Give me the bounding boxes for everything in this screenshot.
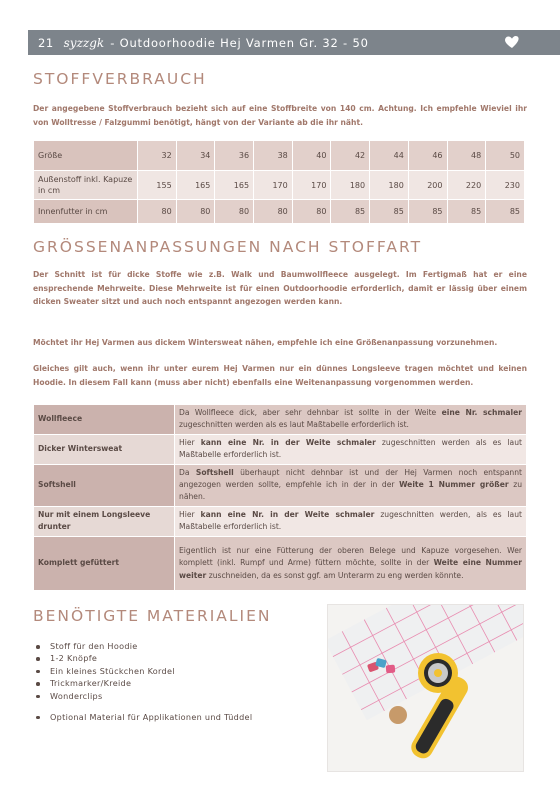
value-cell: 80 xyxy=(292,200,331,224)
value-cell: 80 xyxy=(176,200,215,224)
fabric-name: Komplett gefüttert xyxy=(34,536,175,590)
list-item: Trickmarker/Kreide xyxy=(36,677,252,689)
table-row xyxy=(34,141,525,171)
value-cell: 155 xyxy=(138,171,177,200)
list-item: Wonderclips xyxy=(36,690,252,702)
value-cell: 85 xyxy=(331,200,370,224)
value-cell: 200 xyxy=(408,171,447,200)
fabric-consumption-table xyxy=(33,140,525,224)
fabric-name: Nur mit einem Longsleeve drunter xyxy=(34,506,175,536)
anpassung-paragraph-3: Gleiches gilt auch, wenn ihr unter eurem Hej Varmen nur ein dünnes Longsleeve tragen möchtet und keinen Hoodie. In diesem Fall kann (muss aber nicht) ebenfalls eine Weitenanpassung vorgenommen werden. xyxy=(33,364,527,387)
value-cell: 165 xyxy=(176,171,215,200)
table-row xyxy=(34,405,527,435)
document-title: - Outdoorhoodie Hej Varmen Gr. 32 - 50 xyxy=(110,35,369,50)
size-cell: 34 xyxy=(176,141,215,171)
value-cell: 85 xyxy=(408,200,447,224)
value-cell: 170 xyxy=(254,171,293,200)
value-cell: 85 xyxy=(447,200,486,224)
anpassung-paragraph-1: Der Schnitt ist für dicke Stoffe wie z.B. Walk und Baumwollfleece ausgelegt. Im Fertigmaß hat er eine ensprechende Mehrweite. Diese Mehrweite ist für einen Outdoorhoodie erforderlich, damit er lässig über einem dicken Sweater sitzt und auch noch entspannt angezogen werden kann. xyxy=(33,270,527,307)
table-row xyxy=(34,464,527,506)
table-row xyxy=(34,171,525,200)
heart-icon xyxy=(504,35,520,49)
header-bar xyxy=(28,30,560,55)
fabric-advice: Hier kann eine Nr. in der Weite schmaler zugeschnitten werden, als es laut Maßtabelle erforderlich ist. xyxy=(175,506,527,536)
fabric-adjustment-table xyxy=(33,404,527,591)
size-cell: 42 xyxy=(331,141,370,171)
rotary-cutter-photo xyxy=(328,605,524,772)
fabric-name: Dicker Wintersweat xyxy=(34,434,175,464)
section-heading-groessenanpassungen: GRÖSSENANPASSUNGEN NACH STOFFART xyxy=(33,238,423,256)
size-cell: 46 xyxy=(408,141,447,171)
value-cell: 80 xyxy=(138,200,177,224)
value-cell: 220 xyxy=(447,171,486,200)
materials-list xyxy=(36,640,252,723)
row-label: Innenfutter in cm xyxy=(34,200,138,224)
table-row xyxy=(34,536,527,590)
value-cell: 80 xyxy=(215,200,254,224)
size-cell: 38 xyxy=(254,141,293,171)
list-item: 1-2 Knöpfe xyxy=(36,652,252,664)
value-cell: 165 xyxy=(215,171,254,200)
value-cell: 180 xyxy=(331,171,370,200)
size-cell: 48 xyxy=(447,141,486,171)
value-cell: 230 xyxy=(486,171,525,200)
brand-logo: syzzgk xyxy=(63,35,105,50)
size-cell: 40 xyxy=(292,141,331,171)
table-row xyxy=(34,506,527,536)
list-item: Stoff für den Hoodie xyxy=(36,640,252,652)
fabric-advice: Hier kann eine Nr. in der Weite schmaler zugeschnitten werden als es laut Maßtabelle erforderlich ist. xyxy=(175,434,527,464)
value-cell: 170 xyxy=(292,171,331,200)
value-cell: 180 xyxy=(370,171,409,200)
fabric-name: Wollfleece xyxy=(34,405,175,435)
anpassung-paragraph-2: Möchtet ihr Hej Varmen aus dickem Wintersweat nähen, empfehle ich eine Größenanpassung vorzunehmen. xyxy=(33,338,498,347)
list-item: Ein kleines Stückchen Kordel xyxy=(36,665,252,677)
sewing-tools-photo xyxy=(327,604,524,772)
table-header-label: Größe xyxy=(34,141,138,171)
row-label: Außenstoff inkl. Kapuze in cm xyxy=(34,171,138,200)
fabric-advice: Da Softshell überhaupt nicht dehnbar ist und der Hej Varmen noch entspannt angezogen werden sollte, empfehle ich in der in der Weite 1 Nummer größer zu nähen. xyxy=(175,464,527,506)
section-heading-stoffverbrauch: STOFFVERBRAUCH xyxy=(33,70,207,88)
fabric-advice: Eigentlich ist nur eine Fütterung der oberen Belege und Kapuze vorgesehen. Wer komplett (inkl. Rumpf und Arme) füttern möchte, sollte in der Weite eine Nummer weiter zuschneiden, da es sonst ggf. am Unterarm zu eng werden könnte. xyxy=(175,536,527,590)
size-cell: 44 xyxy=(370,141,409,171)
size-cell: 50 xyxy=(486,141,525,171)
page-number: 21 xyxy=(38,35,54,50)
value-cell: 85 xyxy=(370,200,409,224)
list-item-optional: Optional Material für Applikationen und Tüddel xyxy=(36,711,252,723)
stoffverbrauch-intro: Der angegebene Stoffverbrauch bezieht sich auf eine Stoffbreite von 140 cm. Achtung. Ich empfehle Wieviel ihr von Wolltresse / Falzgummi benötigt, hängt von der Variante ab die ihr näht. xyxy=(33,104,527,127)
value-cell: 85 xyxy=(486,200,525,224)
section-heading-materialien: BENÖTIGTE MATERIALIEN xyxy=(33,607,272,625)
value-cell: 80 xyxy=(254,200,293,224)
size-cell: 36 xyxy=(215,141,254,171)
fabric-name: Softshell xyxy=(34,464,175,506)
table-row xyxy=(34,434,527,464)
fabric-advice: Da Wollfleece dick, aber sehr dehnbar ist sollte in der Weite eine Nr. schmaler zugeschnitten werden als es laut Maßtabelle erforderlich ist. xyxy=(175,405,527,435)
size-cell: 32 xyxy=(138,141,177,171)
table-row xyxy=(34,200,525,224)
